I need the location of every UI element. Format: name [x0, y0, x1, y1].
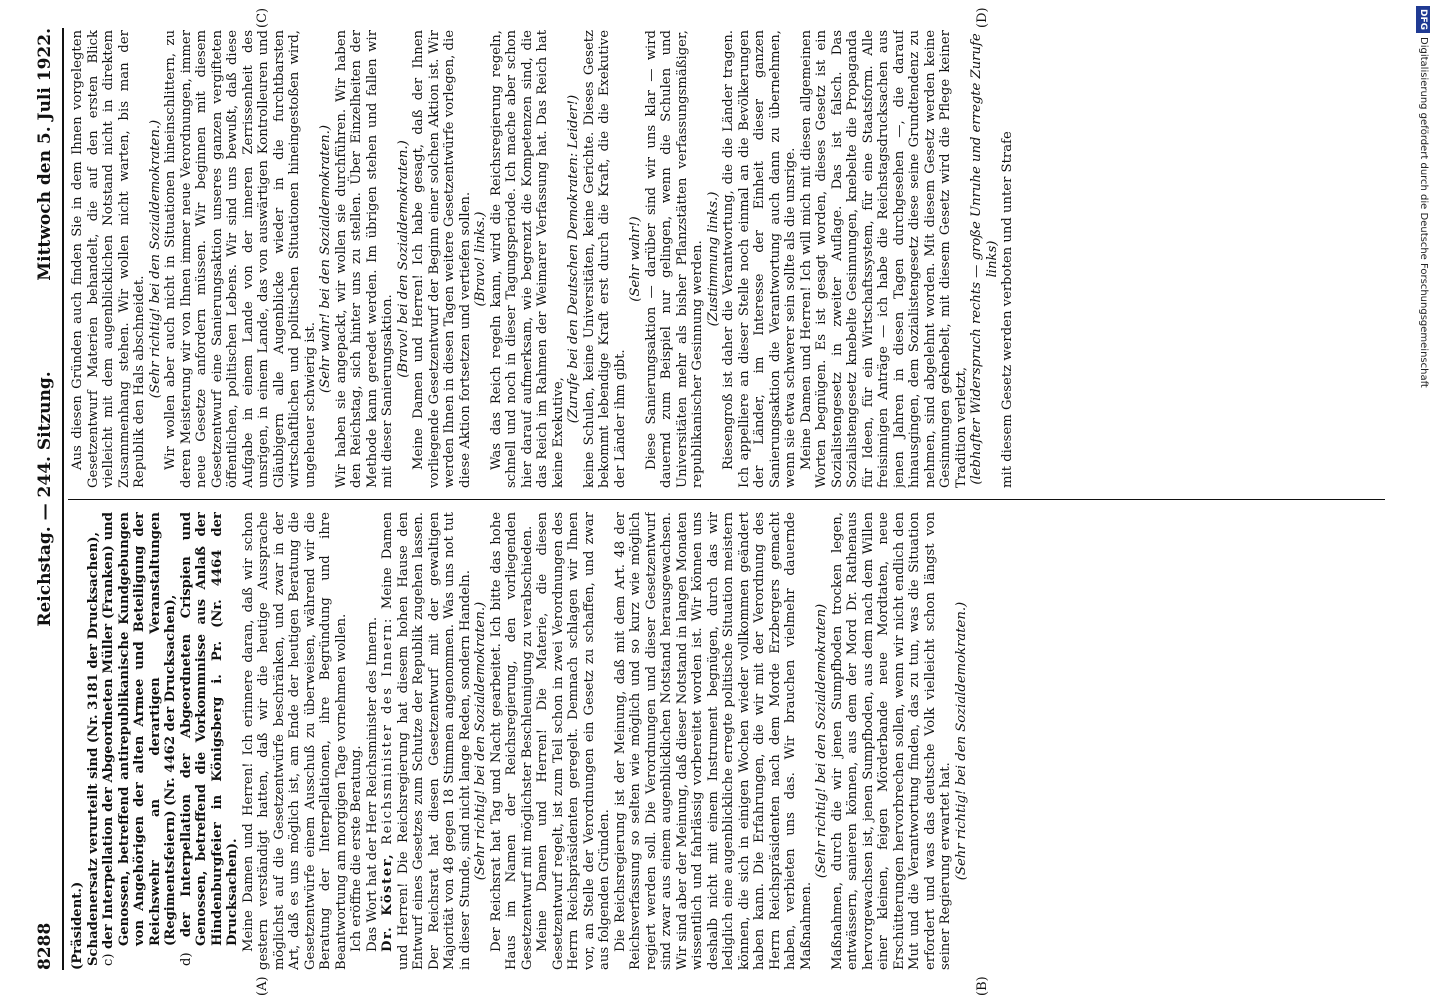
page-header: [35, 28, 60, 970]
credit-text: Digitalisierung gefördert durch die Deutsche Forschungsgemeinschaft: [1418, 37, 1429, 388]
column-divider: [68, 499, 1385, 500]
margin-marker-a: (A): [255, 976, 270, 996]
interjection: (Bravo! bei den Sozialdemokraten.): [395, 140, 411, 378]
interjection: (Sehr richtig! bei den Sozialdemokraten.): [953, 601, 969, 881]
dfg-logo-icon: DFG: [1416, 6, 1430, 33]
paragraph: Das Wort hat der Herr Reichsminister des Innern.: [364, 616, 380, 952]
interjection: (Zustimmung links.): [705, 191, 721, 327]
margin-marker-b: (B): [975, 976, 990, 996]
margin-marker-d: (D): [975, 7, 990, 28]
interjection: (Sehr richtig! bei den Sozialdemokraten.): [473, 601, 488, 881]
digitization-credit: [1416, 6, 1430, 996]
header-rule: [62, 28, 64, 970]
margin-marker-c: (C): [255, 7, 270, 28]
paragraph: Der Reichsrat hat Tag und Nacht gearbeitet. Ich bitte das hohe Haus im Namen der Reichsregierung, den vorliegenden Gesetzentwurf mit möglichster Beschleunigung zu verabschieden.: [488, 512, 535, 970]
right-column: [70, 30, 1385, 488]
speaker-role: Reichsminister des Innern:: [380, 617, 395, 845]
paragraph: Wir wollen aber auch nicht in Situationen hineinschlittern, zu deren Meisterung wir von Ihnen immer neue Verordnungen, immer neue Gesetze anfordern müssen. Wir beginnen mit diesem Gesetzentwurf eine Sanierungsaktion unseres ganzen vergifteten öffentlichen, politischen Lebens. Wir sind uns bewußt, daß diese Aufgabe in einem Lande von der inneren Zerrissenheit des unsrigen, in einem Lande, das von auswärtigen Kontrolleuren und Gläubigern alle Augenblicke wieder in die furchtbarsten wirtschaftlichen und politischen Situationen hineingestoßen wird, ungeheuer schwierig ist.: [163, 30, 318, 488]
paragraph: Meine Damen und Herren! Ich erinnere daran, daß wir schon gestern verständigt hatten, daß wir die heutige Aussprache möglichst auf die Gesetzentwürfe beschränken, und zwar in der Art, daß es uns möglich ist, am Ende der heutigen Beratung die Gesetzentwürfe einem Ausschuß zu überweisen, während wir die Beratung der Interpellationen, ihre Begründung und ihre Beantwortung am morgigen Tage vornehmen wollen.: [240, 512, 349, 970]
paragraph: Diese Sanierungsaktion — darüber sind wir uns klar — wird dauernd zum Beispiel nur gelingen, wenn die Schulen und Universitäten mehr als bisher Pflanzstätten verfassungsmäßiger, republikanischer Gesinnung werden.: [643, 30, 705, 488]
interjection: (Zurufe bei den Deutschen Demokraten: Leider!): [566, 94, 581, 424]
running-title: Reichstag. — 244. Sitzung.: [35, 371, 55, 627]
paragraph: keine Schulen, keine Universitäten, keine Gerichte. Dieses Gesetz bekommt lebendige Kraft erst durch die Kraft, die die Exekutive der Länder ihm gibt.: [581, 30, 628, 488]
session-date: Mittwoch den 5. Juli 1922.: [35, 28, 55, 281]
paragraph: mit diesem Gesetz werden verboten und unter Strafe: [1000, 131, 1015, 488]
agenda-item-b: Schadenersatz verurteilt sind (Nr. 3181 der Drucksachen),: [85, 531, 101, 966]
speech-intro: Dr. Köster, Reichsminister des Innern: Meine Damen und Herren! Die Reichsregierung hat diesem hohen Hause den Entwurf eines Gesetzes zum Schutze der Republik zugehen lassen. Der Reichsrat hat diesen Gesetzentwurf mit der gewaltigen Majorität von 48 gegen 18 Stimmen angenommen. Was uns not tut in dieser Stunde, sind nicht lange Reden, sondern Handeln.: [380, 512, 473, 970]
speaker-name: Dr. Köster,: [380, 852, 395, 952]
paragraph: Maßnahmen, durch die wir jenen Sumpfboden trocken legen, entwässern, sanieren können, aus dem der Mord Dr. Rathenaus hervorgewachsen ist, jenen Sumpfboden, aus dem nach dem Willen einer kleinen, feigen Mörderbande neue Mordtaten, neue Erschütterungen hervorbrechen sollen, wenn wir nicht endlich den Mut und die Verantwortung finden, das zu tun, was die Situation erfordert und was das deutsche Volk vielleicht schon längst von seiner Regierung erwartet hat.: [829, 512, 953, 970]
interjection: (Bravo! links.): [473, 211, 488, 307]
interjection: (Sehr wahr!): [628, 216, 643, 302]
left-column: [70, 512, 1385, 970]
interjection: (Sehr richtig! bei den Sozialdemokraten): [814, 603, 829, 879]
agenda-item-c: c) der Interpellation der Abgeordneten Müller (Franken) und Genossen, betreffend antirepublikanische Kundgebungen von Angehörigen der alten Armee und Beteiligung der Reichswehr an derartigen Veranstaltungen (Regimentsfeiern) (Nr. 4462 der Drucksachen),: [101, 512, 178, 966]
paragraph: Wir haben sie angepackt, wir wollen sie durchführen. Wir haben den Reichstag, sich hinter uns zu stellen. Über Einzelheiten der Methode kann geredet werden. Im übrigen stehen und fallen wir mit dieser Sanierungsaktion.: [333, 30, 395, 488]
paragraph: Riesengroß ist daher die Verantwortung, die die Länder tragen. Ich appelliere an dieser Stelle noch einmal an die Bevölkerungen der Länder, im Interesse der Einheit dieser ganzen Sanierungsaktion die Verantwortung auch dann zu übernehmen, wenn sie etwa schwerer sein sollte als die unsrige.: [721, 30, 798, 488]
interjection: (Sehr richtig! bei den Sozialdemokraten.): [147, 119, 163, 399]
paragraph: Die Reichsregierung ist der Meinung, daß mit dem Art. 48 der Reichsverfassung so selten wie möglich und so kurz wie möglich regiert werden soll. Die Verordnungen und dieser Gesetzentwurf sind zwar aus einem augenblicklichen Notstand herausgewachsen. Wir sind aber der Meinung, daß dieser Notstand in langen Monaten wissentlich und fahrlässig vorbereitet worden ist. Wir können uns deshalb nicht mit einem Instrument begnügen, durch das wir lediglich eine augenblickliche erregte politische Situation meistern können, die sich in einigen Wochen wieder vollkommen geändert haben kann. Die Erfahrungen, die wir mit der Verordnung des Herrn Reichspräsidenten nach dem Morde Erzbergers gemacht haben, verbieten uns das. Wir brauchen vielmehr dauernde Maßnahmen.: [612, 512, 814, 970]
paragraph: Aus diesen Gründen auch finden Sie in dem Ihnen vorgelegten Gesetzentwurf Materien behandelt, die auf den ersten Blick vielleicht mit dem augenblicklichen Notstand nicht in direktem Zusammenhang stehen. Wir wollen nicht warten, bis man der Republik den Hals abschneidet.: [70, 30, 147, 488]
paragraph: Meine Damen und Herren! Ich habe gesagt, daß der Ihnen vorliegende Gesetzentwurf der Beginn einer solchen Aktion ist. Wir werden Ihnen in diesen Tagen weitere Gesetzentwürfe vorlegen, die diese Aktion fortsetzen und vertiefen sollen.: [411, 30, 473, 488]
page-number: 8288: [35, 922, 55, 970]
paragraph: Meine Damen und Herren! Die Materie, die diesen Gesetzentwurf regelt, ist zum Teil schon in zwei Verordnungen des Herrn Reichspräsidenten geregelt. Demnach schlagen wir Ihnen vor, an Stelle der Verordnungen ein Gesetz zu schaffen, und zwar aus folgenden Gründen.: [535, 512, 612, 970]
paragraph: Meine Damen und Herren! Ich will mich mit diesen allgemeinen Worten begnügen. Es ist gesagt worden, dieses Gesetz ist ein Sozialistengesetz in zweiter Auflage. Das ist falsch. Das Sozialistengesetz knebelte Gesinnungen, knebelte die Propaganda für Ideen, für ein Wirtschaftssystem, für eine Staatsform. Alle freisinnigen Anträge — ich habe die Reichstagsdrucksachen aus jenen Jahren in diesen Tagen durchgesehen —, die darauf hinausgingen, dem Sozialistengesetz diese seine Grundtendenz zu nehmen, sind abgelehnt worden. Mit diesem Gesetz werden keine Gesinnungen geknebelt, mit diesem Gesetz wird die Pflege keiner Tradition verletzt,: [798, 30, 969, 488]
speaker-tag: (Präsident.): [70, 881, 85, 970]
paragraph: Was das Reich regeln kann, wird die Reichsregierung regeln, schnell und noch in dieser Tagungsperiode. Ich mache aber schon hier darauf aufmerksam, wie begrenzt die Kompetenzen sind, die das Reich im Rahmen der Weimarer Verfassung hat. Das Reich hat keine Exekutive,: [488, 30, 566, 488]
paragraph: Ich eröffne die erste Beratung.: [349, 745, 364, 952]
interjection: (lebhafter Widerspruch rechts — große Unruhe und erregte Zurufe links): [969, 33, 1000, 485]
interjection: (Sehr wahr! bei den Sozialdemokraten.): [318, 125, 333, 393]
agenda-item-d: d) der Interpellation der Abgeordneten Crispien und Genossen, betreffend die Vorkommnisse aus Anlaß der Hindenburgfeier in Königsberg i. Pr. (Nr. 4464 der Drucksachen).: [178, 512, 240, 966]
